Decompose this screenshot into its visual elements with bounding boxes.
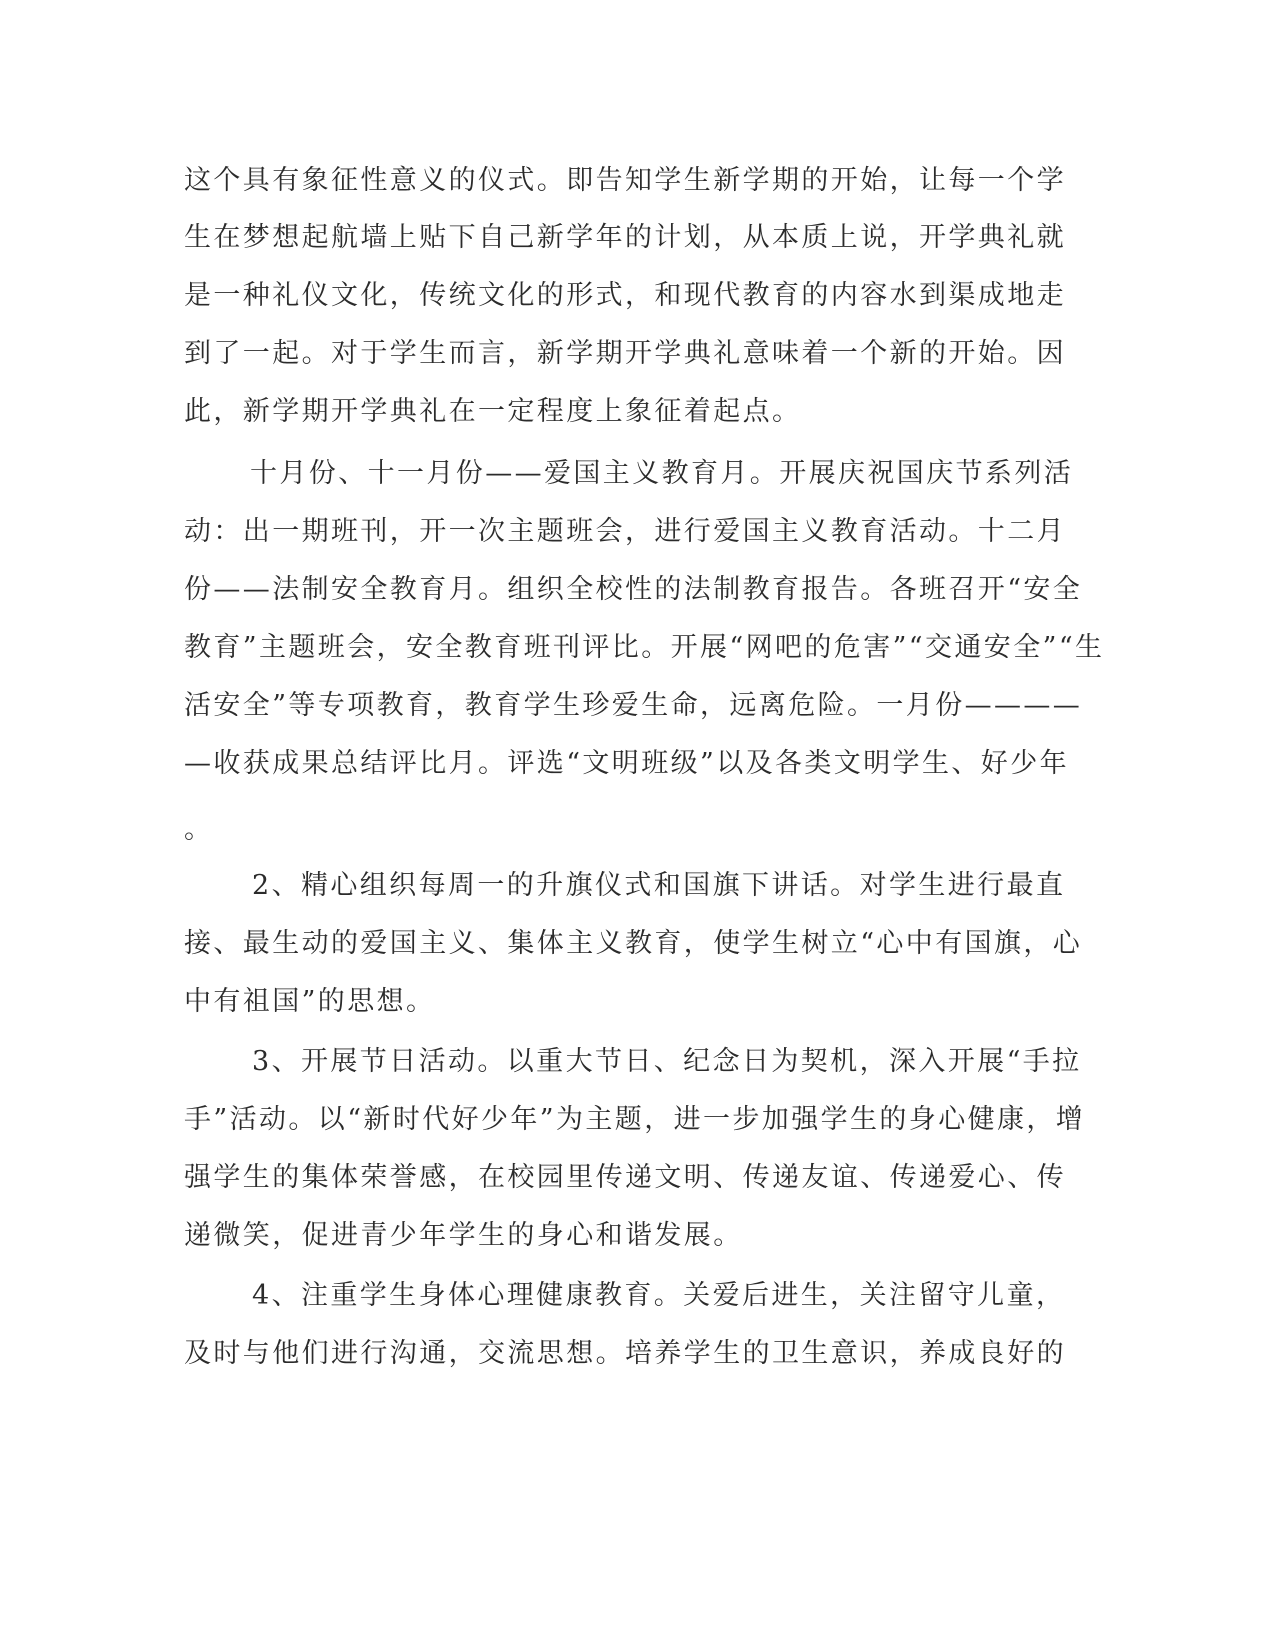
text-line: 。 [184, 814, 214, 845]
text-line: 此，新学期开学典礼在一定程度上象征着起点。 [184, 396, 802, 427]
text-line: 是一种礼仪文化，传统文化的形式，和现代教育的内容水到渠成地走 [184, 280, 1066, 311]
text-line: 强学生的集体荣誉感，在校园里传递文明、传递友谊、传递爱心、传 [184, 1162, 1066, 1193]
text-line: 及时与他们进行沟通，交流思想。培养学生的卫生意识，养成良好的 [184, 1338, 1066, 1369]
text-line: 份——法制安全教育月。组织全校性的法制教育报告。各班召开“安全 [184, 574, 1083, 605]
text-line: —收获成果总结评比月。评选“文明班级”以及各类文明学生、好少年 [184, 748, 1070, 779]
text-line: 递微笑，促进青少年学生的身心和谐发展。 [184, 1220, 743, 1251]
text-line: 2、精心组织每周一的升旗仪式和国旗下讲话。对学生进行最直 [252, 870, 1066, 901]
text-line: 接、最生动的爱国主义、集体主义教育，使学生树立“心中有国旗，心 [184, 928, 1083, 959]
text-line: 活安全”等专项教育，教育学生珍爱生命，远离危险。一月份———— [184, 690, 1083, 721]
text-line: 这个具有象征性意义的仪式。即告知学生新学期的开始，让每一个学 [184, 165, 1066, 196]
text-line: 中有祖国”的思想。 [184, 986, 436, 1017]
text-line: 十月份、十一月份——爱国主义教育月。开展庆祝国庆节系列活 [250, 458, 1074, 489]
text-line: 到了一起。对于学生而言，新学期开学典礼意味着一个新的开始。因 [184, 338, 1066, 369]
text-line: 生在梦想起航墙上贴下自己新学年的计划，从本质上说，开学典礼就 [184, 222, 1066, 253]
text-line: 3、开展节日活动。以重大节日、纪念日为契机，深入开展“手拉 [252, 1046, 1082, 1077]
text-line: 教育”主题班会，安全教育班刊评比。开展“网吧的危害”“交通安全”“生 [184, 632, 1105, 663]
text-line: 动：出一期班刊，开一次主题班会，进行爱国主义教育活动。十二月 [184, 516, 1066, 547]
text-line: 4、注重学生身体心理健康教育。关爱后进生，关注留守儿童， [252, 1280, 1066, 1311]
text-line: 手”活动。以“新时代好少年”为主题，进一步加强学生的身心健康，增 [184, 1104, 1086, 1135]
